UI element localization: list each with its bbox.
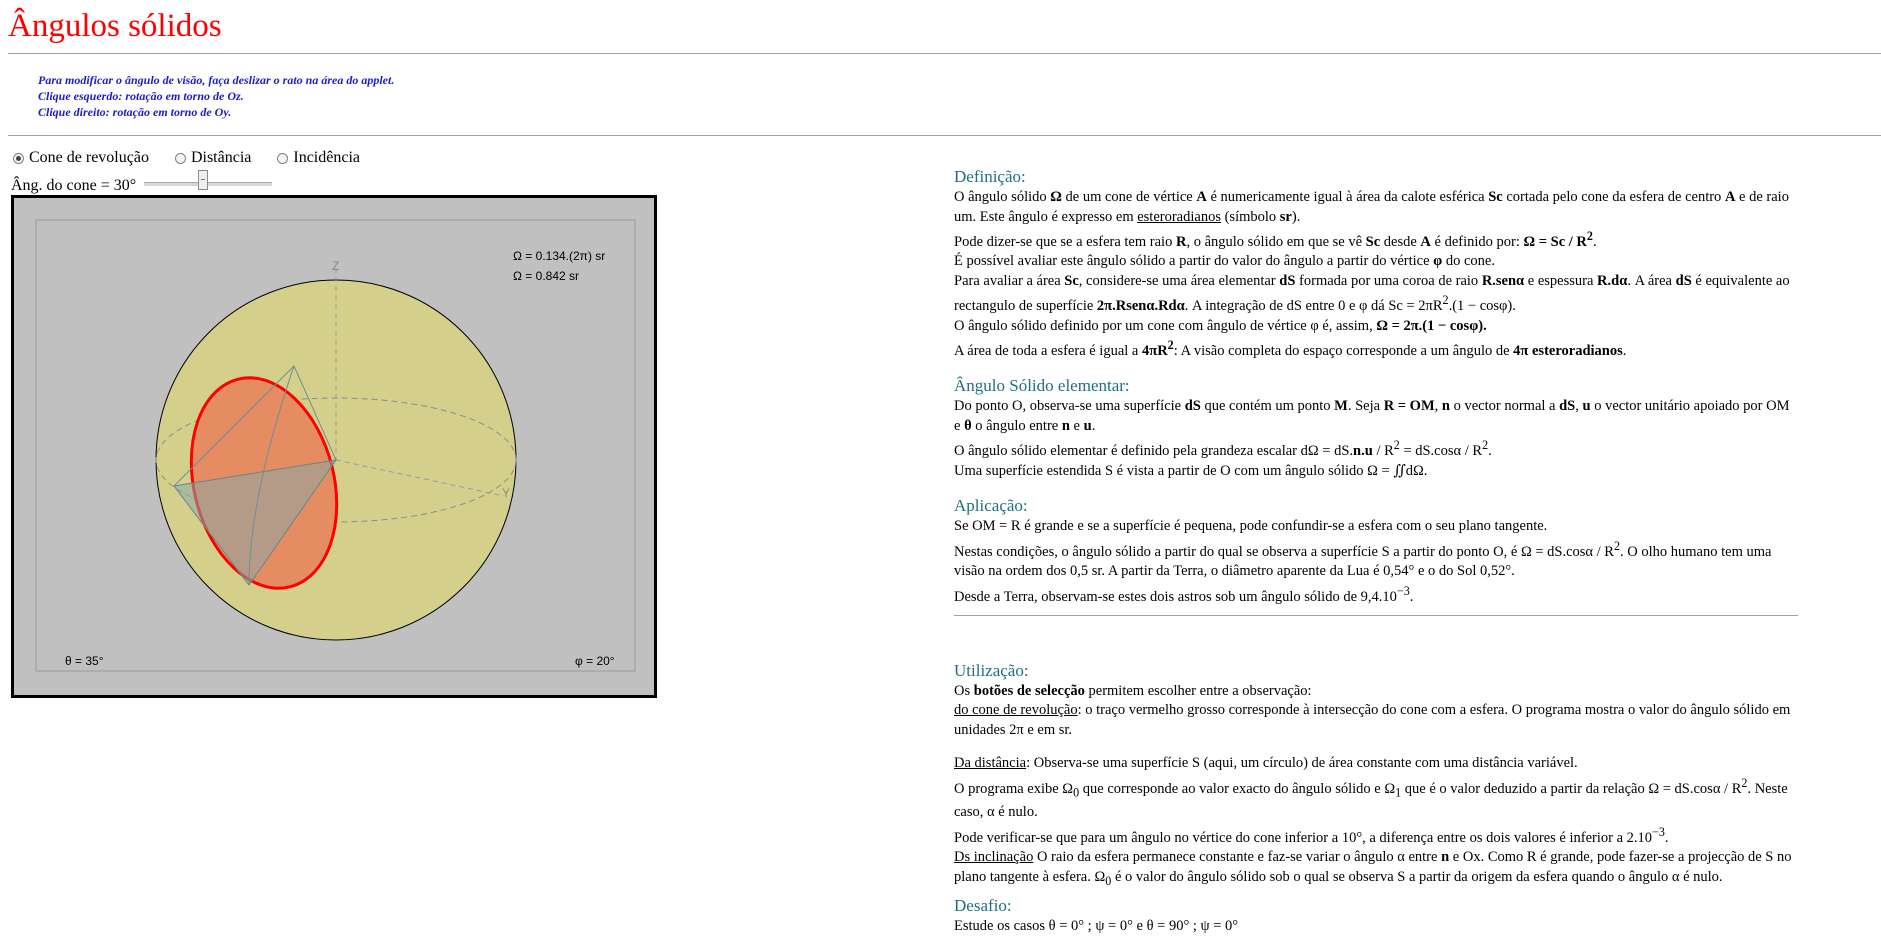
definition-text: Para avaliar a área Sc, considere-se uma área elementar dS formada por uma coroa de raio R.senα e espessura R.dα. A área dS é equivalente ao rectangulo de superfície 2π.Rsenα.Rdα. A integração de dS entre 0 e φ dá $Sc = 2\pi R^2.(1 - \cos\varphi)$. (954, 272, 1790, 315)
cone-angle-control (11, 176, 272, 196)
slider-handle[interactable] (198, 170, 208, 190)
radio-label: Distância (190, 149, 252, 166)
definition-text: O ângulo sólido definido por um cone com ângulo de vértice φ é, assim, Ω = 2π.(1 − cosφ). (954, 317, 1487, 334)
theta-readout: θ = 35° (65, 654, 104, 668)
cone-angle-slider[interactable] (144, 176, 272, 196)
phi-readout: φ = 20° (575, 654, 615, 668)
axis-z-label: Z (332, 259, 340, 273)
elementary-text: Uma superfície estendida S é vista a partir de O com um ângulo sólido Ω = ∬dΩ. (954, 462, 1428, 479)
page-title: Ângulos sólidos (8, 8, 222, 44)
section-definition-title: Definição: (954, 167, 1026, 186)
elementary-text: Do ponto O, observa-se uma superfície dS que contém um ponto M. Seja R = OM, n o vector normal a dS, u o vector unitário apoiado por OM e θ o ângulo entre n e u. (954, 398, 1790, 434)
instruction-line: Clique esquerdo: rotação em torno de Oz. (38, 89, 244, 103)
radio-label: Incidência (293, 149, 360, 166)
usage-text: Pode verificar-se que para um ângulo no vértice do cone inferior a 10°, a diferença entre os dois valores é inferior a $2.10^{-3}$. (954, 824, 1669, 846)
instruction-line: Clique direito: rotação em torno de Oy. (38, 105, 232, 119)
radio-dot-icon[interactable] (277, 153, 288, 164)
radio-label: Cone de revolução (29, 149, 149, 166)
section-challenge-title: Desafio: (954, 895, 1012, 915)
definition-text: O ângulo sólido Ω de um cone de vértice A é numericamente igual à área da calote esférica Sc cortada pelo cone da esfera de centro A e de raio um. Este ângulo é expresso em esteroradianos (símbolo sr). (954, 189, 1789, 225)
application-text: Nestas condições, o ângulo sólido a partir do qual se observa a superfície S a partir do ponto O, é $\Omega = dS.\cos\alpha / R^2$. O olho humano tem uma visão na ordem dos 0,5 sr. A partir da Terra, o diâmetro aparente da Lua é 0,54° e o do Sol 0,52°. (954, 538, 1772, 580)
mode-radio-group (13, 148, 382, 170)
slider-track (144, 182, 272, 186)
instructions (38, 72, 394, 120)
instruction-line: Para modificar o ângulo de visão, faça deslizar o rato na área do applet. (38, 73, 395, 87)
radio-dot-icon[interactable] (13, 153, 24, 164)
divider-mid (8, 135, 1881, 136)
cone-angle-label: Âng. do cone = 30° (11, 177, 137, 194)
application-text: Desde a Terra, observam-se estes dois astros sob um ângulo sólido de $9,4.10^{-3}$. (954, 583, 1414, 605)
definition-text: É possível avaliar este ângulo sólido a partir do valor do ângulo a partir do vértice φ do cone. (954, 253, 1495, 270)
divider-content (954, 615, 1798, 616)
omega-sr-readout: Ω = 0.842 sr (513, 269, 580, 283)
divider-top (8, 53, 1881, 54)
challenge-text: Estude os casos θ = 0° ; ψ = 0° e θ = 90° ; ψ = 0° (954, 917, 1239, 934)
omega-2pi-readout: Ω = 0.134.(2π) sr (513, 249, 606, 263)
radio-cone[interactable] (13, 148, 149, 168)
section-elementary-title: Ângulo Sólido elementar: (954, 376, 1130, 396)
usage-text: Ds inclinação O raio da esfera permanece constante e faz-se variar o ângulo α entre n e Ox. Como R é grande, pode fazer-se a projecção de S no plano tangente à esfera. $\Omega_0$ é o valor do ângulo sólido sob o qual se observa S a partir da origem da esfera quando o ângulo α é nulo. (954, 849, 1792, 888)
definition-text: A área de toda a esfera é igual a $4\pi R^2$: A visão completa do espaço corresponde a um ângulo de 4π esteroradianos. (954, 338, 1627, 359)
explanation-panel (954, 162, 1798, 936)
usage-text: Os botões de selecção permitem escolher entre a observação: (954, 682, 1312, 699)
elementary-text: O ângulo sólido elementar é definido pela grandeza escalar $d\Omega = dS.n.u / R^2 = dS.\cos\alpha / R^2$. (954, 438, 1492, 460)
radio-incidence[interactable] (277, 148, 360, 168)
section-usage-title: Utilização: (954, 660, 1029, 680)
usage-text: O programa exibe $\Omega_0$ que corresponde ao valor exacto do ângulo sólido e $\Omega_1$ que é o valor deduzido a partir da relação $\Omega = dS.\cos\alpha / R^2$. Neste caso, α é nulo. (954, 775, 1788, 821)
definition-text: Pode dizer-se que se a esfera tem raio R, o ângulo sólido em que se vê Sc desde A é definido por: $\Omega = Sc / R^2$. (954, 229, 1597, 250)
radio-dot-icon[interactable] (175, 153, 186, 164)
usage-text: Da distância: Observa-se uma superfície S (aqui, um círculo) de área constante com uma distância variável. (954, 755, 1578, 772)
solid-angle-applet[interactable] (11, 195, 657, 698)
usage-text: do cone de revolução: o traço vermelho grosso corresponde à intersecção do cone com a esfera. O programa mostra o valor do ângulo sólido em unidades 2π e em sr. (954, 702, 1791, 738)
axis-y-label: Y (502, 486, 511, 500)
application-text: Se OM = R é grande e se a superfície é pequena, pode confundir-se a esfera com o seu plano tangente. (954, 518, 1548, 535)
radio-distance[interactable] (175, 148, 251, 168)
section-application-title: Aplicação: (954, 496, 1028, 516)
applet-canvas[interactable] (14, 198, 654, 695)
